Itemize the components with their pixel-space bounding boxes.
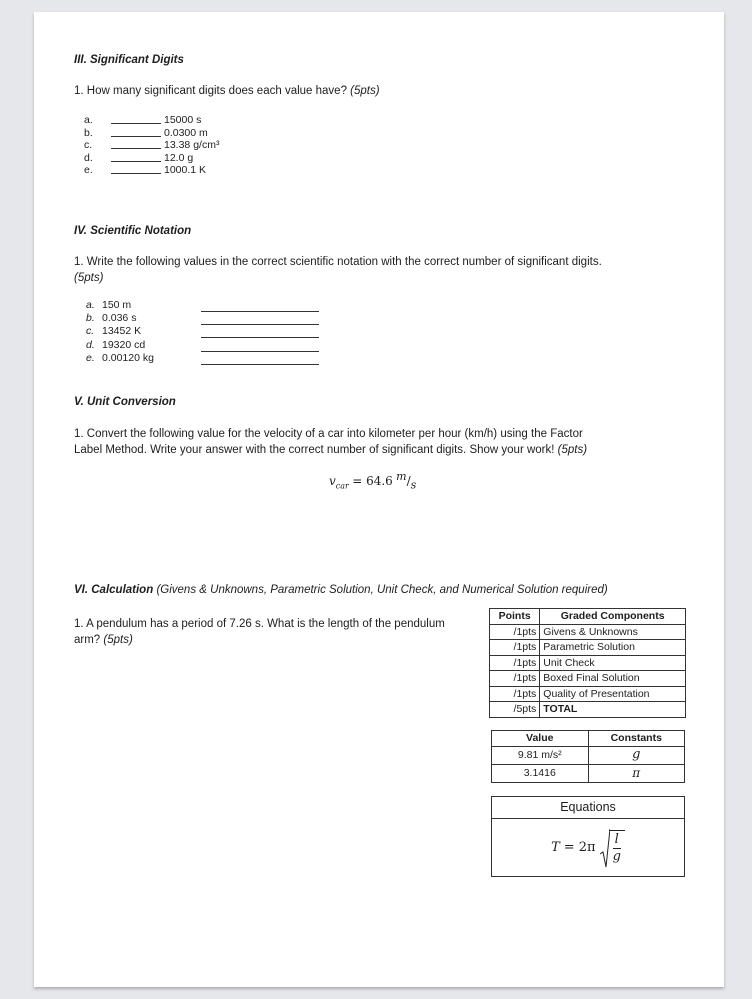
list-item (86, 339, 386, 352)
velocity-equation: $v_{car} = 64.6$ $^m/_s$ (329, 470, 417, 492)
header-points: Points (490, 609, 540, 625)
section-note: (Givens & Unknowns, Parametric Solution, Unit Check, and Numerical Solution required) (156, 584, 608, 596)
points-cell: /1pts (490, 655, 540, 671)
item-value: 12.0 g (164, 151, 194, 164)
worksheet-page (34, 12, 724, 987)
equations-header: Equations (492, 797, 684, 819)
item-label: c. (86, 325, 95, 338)
question-text-line2: Label Method. Write your answer with the correct number of significant digits. Show your work! (74, 444, 555, 456)
answer-blank[interactable] (111, 173, 161, 174)
eq-unit-num: m (396, 470, 407, 483)
item-label: d. (84, 151, 93, 164)
header-value: Value (492, 731, 589, 747)
answer-blank[interactable] (111, 161, 161, 162)
points-cell: /1pts (490, 686, 540, 702)
answer-blank[interactable] (111, 148, 161, 149)
answer-blank[interactable] (111, 123, 161, 124)
points-cell: /5pts (490, 702, 540, 718)
header-graded-components: Graded Components (540, 609, 686, 625)
table-row (490, 671, 686, 687)
eq-numerator: l (614, 831, 619, 847)
component-cell: Unit Check (540, 655, 686, 671)
section-title-unit-conversion: V. Unit Conversion (74, 396, 176, 408)
points-cell: /1pts (490, 640, 540, 656)
sci-notation-list (86, 299, 386, 365)
table-row (490, 655, 686, 671)
calculation-question (74, 616, 494, 648)
item-value: 0.00120 kg (102, 351, 154, 364)
item-value: 150 m (102, 299, 132, 311)
item-value: 13452 K (102, 325, 142, 338)
answer-blank[interactable] (201, 364, 319, 365)
eq-value: = 64.6 (352, 474, 393, 488)
list-item (84, 139, 304, 152)
question-text-line1: 1. A pendulum has a period of 7.26 s. What is the length of the pendulum (74, 618, 445, 630)
list-item (86, 352, 386, 365)
item-label: e. (86, 351, 95, 364)
section-title-scientific-notation: IV. Scientific Notation (74, 225, 192, 237)
sig-digits-list (84, 114, 304, 177)
eq-subscript: car (335, 481, 349, 491)
unit-conversion-question (74, 426, 714, 458)
component-cell: Parametric Solution (540, 640, 686, 656)
points-label: (5pts) (557, 444, 588, 456)
table-row (490, 702, 686, 718)
table-row (490, 640, 686, 656)
eq-lhs: T (551, 840, 560, 855)
table-header-row (490, 609, 686, 625)
eq-rhs-coef: = 2π (563, 840, 596, 855)
sci-notation-question (74, 254, 714, 286)
list-item (84, 152, 304, 165)
item-value: 0.0300 m (164, 126, 208, 139)
constants-table (491, 730, 685, 783)
list-item (84, 114, 304, 127)
eq-unit-den: s (410, 478, 417, 492)
constant-symbol: g (588, 746, 685, 764)
header-constants: Constants (588, 731, 685, 747)
sqrt-fraction (609, 830, 625, 865)
table-row (492, 764, 685, 782)
sig-digits-question (74, 83, 380, 99)
item-value: 0.036 s (102, 312, 137, 325)
table-row (492, 746, 685, 764)
list-item (84, 127, 304, 140)
points-cell: /1pts (490, 624, 540, 640)
rubric-table (489, 608, 686, 718)
points-label: (5pts) (350, 85, 380, 97)
section-title: VI. Calculation (74, 584, 154, 596)
item-label: a. (86, 299, 95, 311)
points-cell: /1pts (490, 671, 540, 687)
answer-blank[interactable] (111, 136, 161, 137)
item-label: b. (86, 312, 95, 325)
eq-variable: v (329, 474, 336, 488)
item-label: e. (84, 164, 93, 177)
item-value: 1000.1 K (164, 164, 207, 177)
question-text-line1: 1. Convert the following value for the velocity of a car into kilometer per hour (km/h) using the Factor (74, 428, 583, 440)
list-item (86, 299, 386, 312)
points-label: (5pts) (74, 272, 104, 284)
item-value: 19320 cd (102, 338, 146, 351)
component-cell: Givens & Unknowns (540, 624, 686, 640)
list-item (84, 164, 304, 177)
table-row (490, 624, 686, 640)
value-cell: 3.1416 (492, 764, 589, 782)
component-cell: Quality of Presentation (540, 686, 686, 702)
item-label: d. (86, 338, 95, 351)
section-title-significant-digits: III. Significant Digits (74, 54, 184, 66)
equations-box (491, 796, 685, 877)
eq-denominator: g (612, 848, 621, 864)
points-label: (5pts) (103, 634, 133, 646)
section-title-calculation (74, 584, 608, 596)
question-text: 1. How many significant digits does each value have? (74, 85, 347, 97)
table-header-row (492, 731, 685, 747)
question-text-line2: arm? (74, 634, 101, 646)
item-label: a. (84, 114, 93, 126)
item-value: 15000 s (164, 114, 202, 126)
pendulum-equation (492, 819, 684, 876)
question-text: 1. Write the following values in the correct scientific notation with the correct number of significant digits. (74, 256, 602, 268)
component-cell: Boxed Final Solution (540, 671, 686, 687)
list-item (86, 325, 386, 338)
total-cell: TOTAL (540, 702, 686, 718)
constant-symbol: π (588, 764, 685, 782)
table-row (490, 686, 686, 702)
item-label: b. (84, 126, 93, 139)
item-value: 13.38 g/cm³ (164, 139, 220, 152)
item-label: c. (84, 139, 93, 152)
list-item (86, 312, 386, 325)
value-cell: 9.81 m/s² (492, 746, 589, 764)
